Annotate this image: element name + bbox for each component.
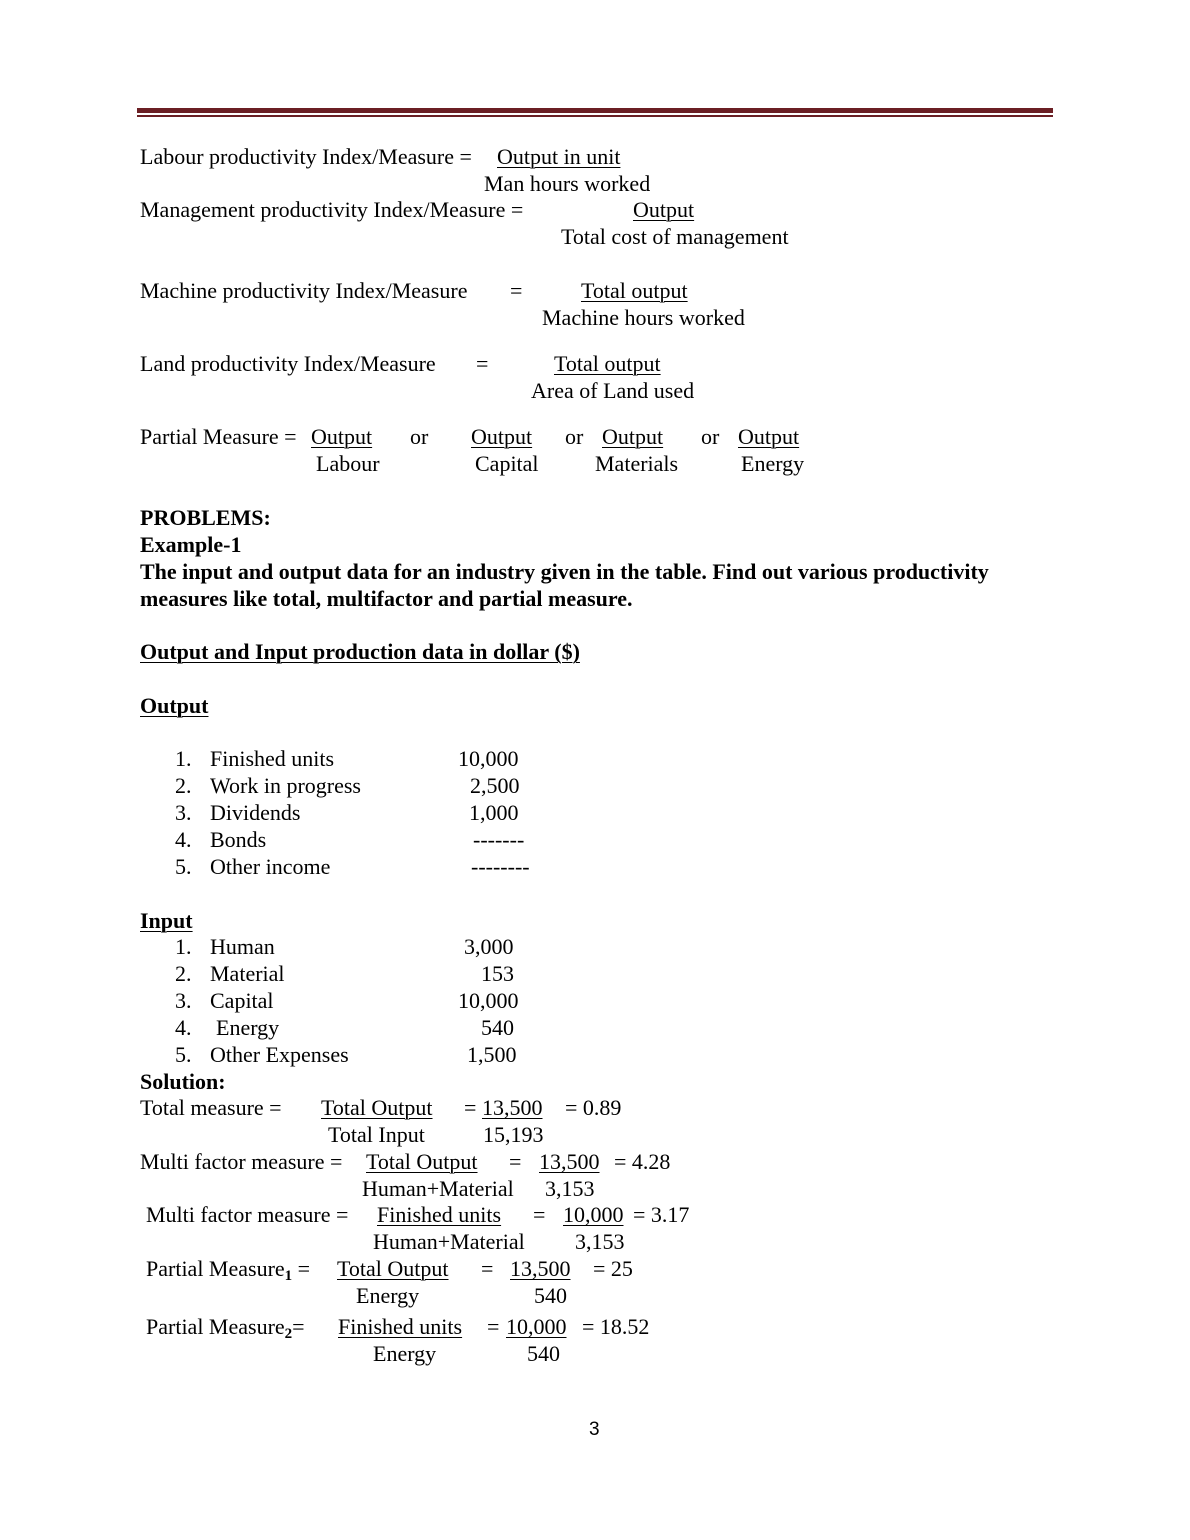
output-item-value: ------- bbox=[473, 827, 525, 852]
land-numerator: Total output bbox=[554, 351, 661, 376]
output-item-num: 5. bbox=[175, 854, 192, 879]
input-item-label: Energy bbox=[216, 1015, 280, 1040]
input-heading: Input bbox=[140, 908, 193, 933]
output-heading: Output bbox=[140, 693, 209, 718]
partial-or: or bbox=[701, 424, 720, 449]
partial-measure1-result: = 25 bbox=[593, 1256, 633, 1281]
total-measure-den-label: Total Input bbox=[328, 1122, 425, 1147]
header-rule-thin bbox=[137, 115, 1053, 117]
partial-denominator-labour: Labour bbox=[316, 451, 380, 476]
data-heading: Output and Input production data in dollar ($) bbox=[140, 639, 580, 664]
output-item-value: 1,000 bbox=[469, 800, 519, 825]
partial-measure2-eq: = bbox=[487, 1314, 500, 1339]
partial-measure2-num-label: Finished units bbox=[338, 1314, 463, 1339]
output-item-num: 3. bbox=[175, 800, 192, 825]
machine-label: Machine productivity Index/Measure bbox=[140, 278, 468, 303]
machine-eq: = bbox=[510, 278, 523, 303]
page-number: 3 bbox=[589, 1419, 600, 1440]
output-item-label: Work in progress bbox=[210, 773, 361, 798]
management-label: Management productivity Index/Measure = bbox=[140, 197, 524, 222]
multifactor1-eq: = bbox=[509, 1149, 522, 1174]
multifactor2-num-value: 10,000 bbox=[563, 1202, 624, 1227]
multifactor1-den-value: 3,153 bbox=[545, 1176, 595, 1201]
output-item-label: Other income bbox=[210, 854, 331, 879]
multifactor2-den-value: 3,153 bbox=[575, 1229, 625, 1254]
total-measure-num-label: Total Output bbox=[321, 1095, 433, 1120]
output-item-label: Finished units bbox=[210, 746, 335, 771]
partial-numerator-materials: Output bbox=[602, 424, 664, 449]
problem-statement-line2: measures like total, multifactor and partial measure. bbox=[140, 586, 633, 611]
input-item-value: 10,000 bbox=[458, 988, 519, 1013]
multifactor1-num-value: 13,500 bbox=[539, 1149, 600, 1174]
land-eq: = bbox=[476, 351, 489, 376]
partial-denominator-energy: Energy bbox=[741, 451, 805, 476]
input-item-num: 4. bbox=[175, 1015, 192, 1040]
multifactor2-label: Multi factor measure = bbox=[146, 1202, 349, 1227]
output-item-value: 10,000 bbox=[458, 746, 519, 771]
input-item-num: 5. bbox=[175, 1042, 192, 1067]
input-item-num: 2. bbox=[175, 961, 192, 986]
output-item-value: -------- bbox=[471, 854, 530, 879]
partial-measure1-num-value: 13,500 bbox=[510, 1256, 571, 1281]
partial-label: Partial Measure = bbox=[140, 424, 303, 449]
output-item-label: Dividends bbox=[210, 800, 301, 825]
partial-measure2-den-value: 540 bbox=[527, 1341, 560, 1366]
partial-measure1-label: Partial Measure1 = bbox=[146, 1256, 311, 1284]
multifactor2-result: = 3.17 bbox=[633, 1202, 690, 1227]
total-measure-label: Total measure = bbox=[140, 1095, 282, 1120]
total-measure-eq: = bbox=[464, 1095, 477, 1120]
partial-measure1-eq: = bbox=[481, 1256, 494, 1281]
output-item-num: 4. bbox=[175, 827, 192, 852]
input-item-num: 3. bbox=[175, 988, 192, 1013]
input-item-label: Material bbox=[210, 961, 285, 986]
problem-statement-line1: The input and output data for an industry given in the table. Find out various productivity bbox=[140, 559, 989, 584]
multifactor2-den-label: Human+Material bbox=[373, 1229, 525, 1254]
output-item-value: 2,500 bbox=[470, 773, 520, 798]
labour-label: Labour productivity Index/Measure = bbox=[140, 144, 478, 169]
machine-denominator: Machine hours worked bbox=[542, 305, 745, 330]
partial-measure2-result: = 18.52 bbox=[582, 1314, 650, 1339]
total-measure-result: = 0.89 bbox=[565, 1095, 622, 1120]
output-item-label: Bonds bbox=[210, 827, 267, 852]
partial-or: or bbox=[565, 424, 584, 449]
solution-heading: Solution: bbox=[140, 1069, 226, 1094]
input-item-num: 1. bbox=[175, 934, 192, 959]
labour-numerator: Output in unit bbox=[497, 144, 621, 169]
machine-numerator: Total output bbox=[581, 278, 688, 303]
example-heading: Example-1 bbox=[140, 532, 242, 557]
partial-measure1-num-label: Total Output bbox=[337, 1256, 449, 1281]
output-item-num: 1. bbox=[175, 746, 192, 771]
input-item-value: 1,500 bbox=[467, 1042, 517, 1067]
input-item-label: Human bbox=[210, 934, 275, 959]
input-item-value: 3,000 bbox=[464, 934, 514, 959]
problems-heading: PROBLEMS: bbox=[140, 505, 271, 530]
total-measure-den-value: 15,193 bbox=[483, 1122, 544, 1147]
management-denominator: Total cost of management bbox=[561, 224, 789, 249]
partial-measure2-den-label: Energy bbox=[373, 1341, 437, 1366]
partial-numerator-labour: Output bbox=[311, 424, 373, 449]
land-label: Land productivity Index/Measure bbox=[140, 351, 436, 376]
multifactor2-num-label: Finished units bbox=[377, 1202, 502, 1227]
partial-measure1-subscript: 1 bbox=[284, 1268, 293, 1284]
multifactor1-den-label: Human+Material bbox=[362, 1176, 514, 1201]
input-item-value: 153 bbox=[481, 961, 514, 986]
land-denominator: Area of Land used bbox=[531, 378, 695, 403]
multifactor1-result: = 4.28 bbox=[614, 1149, 671, 1174]
management-numerator: Output bbox=[633, 197, 695, 222]
partial-measure1-den-value: 540 bbox=[534, 1283, 567, 1308]
partial-or: or bbox=[410, 424, 429, 449]
input-item-value: 540 bbox=[481, 1015, 514, 1040]
input-item-label: Capital bbox=[210, 988, 274, 1013]
partial-numerator-energy: Output bbox=[738, 424, 800, 449]
input-item-label: Other Expenses bbox=[210, 1042, 349, 1067]
header-rule bbox=[137, 108, 1053, 113]
partial-measure2-num-value: 10,000 bbox=[506, 1314, 567, 1339]
output-item-num: 2. bbox=[175, 773, 192, 798]
multifactor1-label: Multi factor measure = bbox=[140, 1149, 343, 1174]
total-measure-num-value: 13,500 bbox=[482, 1095, 543, 1120]
partial-denominator-capital: Capital bbox=[475, 451, 539, 476]
partial-denominator-materials: Materials bbox=[595, 451, 679, 476]
partial-measure2-label: Partial Measure2= bbox=[146, 1314, 305, 1342]
partial-measure2-subscript: 2 bbox=[284, 1326, 293, 1342]
partial-measure1-den-label: Energy bbox=[356, 1283, 420, 1308]
labour-denominator: Man hours worked bbox=[484, 171, 651, 196]
multifactor1-num-label: Total Output bbox=[366, 1149, 478, 1174]
multifactor2-eq: = bbox=[533, 1202, 546, 1227]
partial-numerator-capital: Output bbox=[471, 424, 533, 449]
